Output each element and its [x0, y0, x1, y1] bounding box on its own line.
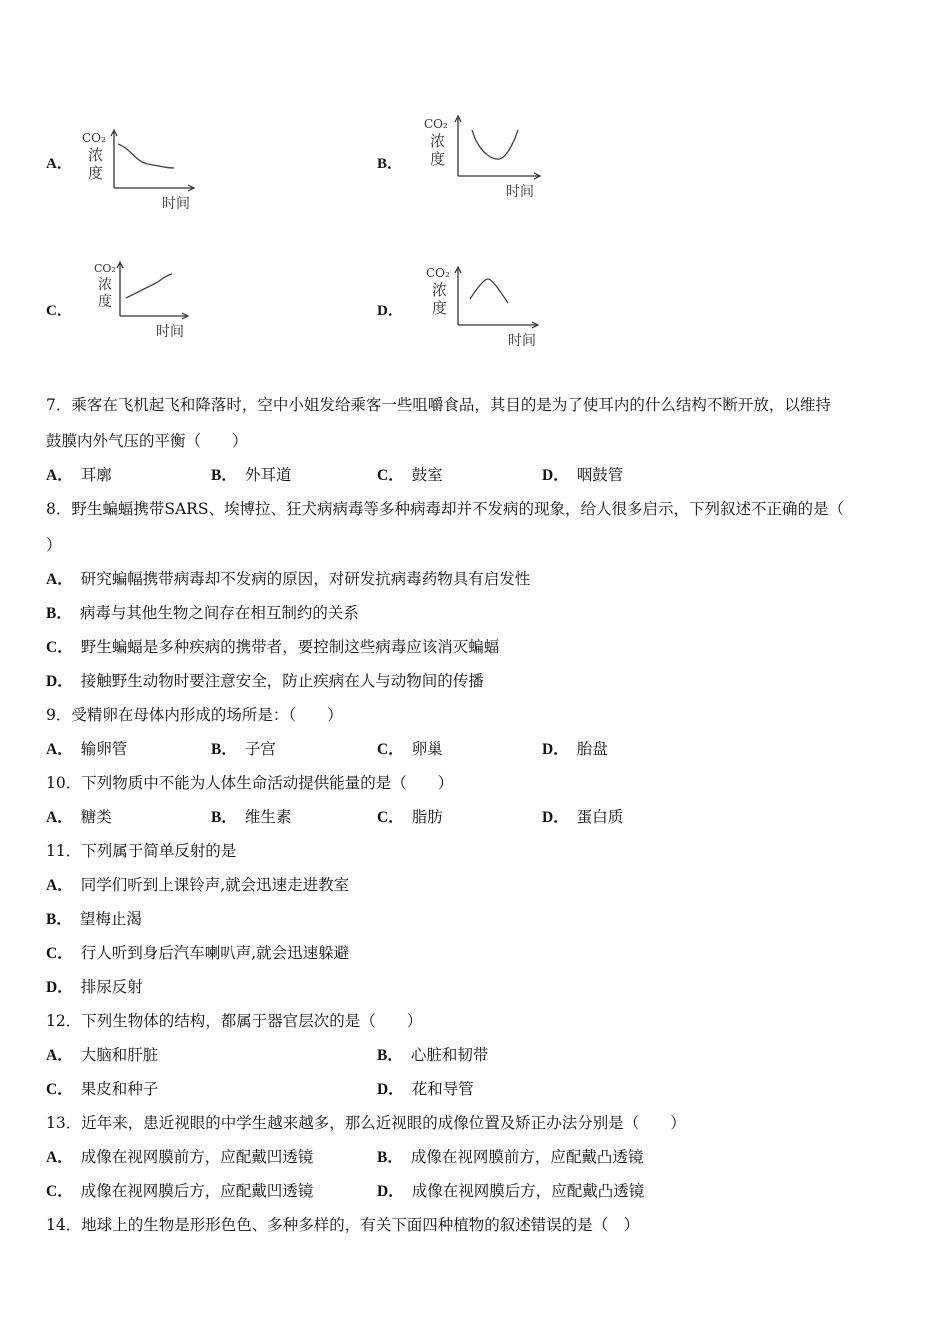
q13-stem: 13．近年来，患近视眼的中学生越来越多，那么近视眼的成像位置及矫正办法分别是（ ） [46, 1114, 686, 1132]
q11-option-b[interactable]: B． 望梅止渴 [46, 910, 142, 928]
co2-graph-b [422, 112, 547, 204]
option-letter: B． [377, 156, 403, 172]
graph-ylabel-co2: CO₂ [426, 266, 450, 280]
q10-option-a[interactable]: A． 糖类 [46, 808, 112, 826]
graph-ylabel-co2: CO₂ [82, 131, 106, 145]
graph-ylabel-1: 浓 [432, 281, 448, 299]
q9-option-a[interactable]: A． 输卵管 [46, 740, 128, 758]
q12-option-a[interactable]: A． 大脑和肝脏 [46, 1046, 159, 1064]
q13-option-a[interactable]: A． 成像在视网膜前方，应配戴凹透镜 [46, 1148, 314, 1166]
q9-option-c[interactable]: C． 卵巢 [377, 740, 443, 758]
q9-option-d[interactable]: D． 胎盘 [542, 740, 608, 758]
q8-option-d[interactable]: D． 接触野生动物时要注意安全，防止疾病在人与动物间的传播 [46, 672, 484, 690]
q7-option-c[interactable]: C． 鼓室 [377, 466, 443, 484]
q10-stem: 10．下列物质中不能为人体生命活动提供能量的是（ ） [46, 774, 454, 792]
co2-graph-d [424, 263, 544, 351]
q11-option-a[interactable]: A． 同学们听到上课铃声,就会迅速走进教室 [46, 876, 350, 894]
graph-ylabel-2: 度 [432, 299, 448, 317]
curve-decreasing [118, 144, 174, 168]
graph-ylabel-2: 度 [98, 294, 112, 310]
q8-stem-line1: 8．野生蝙蝠携带SARS、埃博拉、狂犬病病毒等多种病毒却并不发病的现象，给人很多启示，下列叙述不正确的是（ [46, 500, 844, 518]
option-letter: D． [377, 303, 403, 319]
graph-ylabel-1: 浓 [430, 132, 446, 150]
graph-xlabel: 时间 [162, 196, 190, 212]
graph-xlabel: 时间 [506, 184, 534, 200]
option-letter: A． [46, 156, 72, 172]
q10-option-d[interactable]: D． 蛋白质 [542, 808, 624, 826]
q8-stem-line2: ） [46, 536, 62, 554]
q13-option-b[interactable]: B． 成像在视网膜前方，应配戴凸透镜 [377, 1148, 644, 1166]
graph-ylabel-co2: CO₂ [94, 262, 116, 275]
option-letter: C． [46, 303, 72, 319]
q12-option-d[interactable]: D． 花和导管 [377, 1080, 474, 1098]
graph-ylabel-1: 浓 [98, 277, 112, 293]
q7-option-b[interactable]: B． 外耳道 [211, 466, 292, 484]
q8-option-c[interactable]: C． 野生蝙蝠是多种疾病的携带者，要控制这些病毒应该消灭蝙蝠 [46, 638, 500, 656]
q11-option-d[interactable]: D． 排尿反射 [46, 978, 143, 996]
q7-stem-line2: 鼓膜内外气压的平衡（ ） [46, 432, 248, 450]
graph-ylabel-2: 度 [88, 164, 104, 182]
q12-option-b[interactable]: B． 心脏和韧带 [377, 1046, 489, 1064]
q12-stem: 12．下列生物体的结构，都属于器官层次的是（ ） [46, 1012, 423, 1030]
q9-option-b[interactable]: B． 子宫 [211, 740, 276, 758]
q7-stem-line1: 7．乘客在飞机起飞和降落时，空中小姐发给乘客一些咀嚼食品，其目的是为了使耳内的什么结构不断开放，以维持 [46, 396, 831, 414]
graph-xlabel: 时间 [508, 333, 536, 349]
q10-option-c[interactable]: C． 脂肪 [377, 808, 443, 826]
q13-option-c[interactable]: C． 成像在视网膜后方，应配戴凹透镜 [46, 1182, 314, 1200]
curve-u-shape [472, 130, 518, 159]
q11-option-c[interactable]: C． 行人听到身后汽车喇叭声,就会迅速躲避 [46, 944, 350, 962]
q12-option-c[interactable]: C． 果皮和种子 [46, 1080, 159, 1098]
q7-option-a[interactable]: A． 耳廓 [46, 466, 112, 484]
q7-option-d[interactable]: D． 咽鼓管 [542, 466, 624, 484]
q8-option-b[interactable]: B． 病毒与其他生物之间存在相互制约的关系 [46, 604, 359, 622]
co2-graph-a [80, 126, 200, 216]
q9-stem: 9．受精卵在母体内形成的场所是：（ ） [46, 706, 343, 724]
graph-ylabel-2: 度 [430, 150, 446, 168]
co2-graph-c [92, 258, 192, 343]
q8-option-a[interactable]: A． 研究蝙幅携带病毒却不发病的原因，对研发抗病毒药物具有启发性 [46, 570, 531, 588]
q10-option-b[interactable]: B． 维生素 [211, 808, 292, 826]
graph-ylabel-1: 浓 [88, 146, 104, 164]
graph-xlabel: 时间 [156, 324, 184, 340]
graph-ylabel-co2: CO₂ [424, 117, 448, 131]
q14-stem: 14．地球上的生物是形形色色、多种多样的，有关下面四种植物的叙述错误的是（ ） [46, 1216, 640, 1234]
curve-arch [470, 279, 508, 303]
q11-stem: 11．下列属于简单反射的是 [46, 842, 237, 860]
q13-option-d[interactable]: D． 成像在视网膜后方，应配戴凸透镜 [377, 1182, 645, 1200]
curve-increasing [126, 274, 172, 298]
